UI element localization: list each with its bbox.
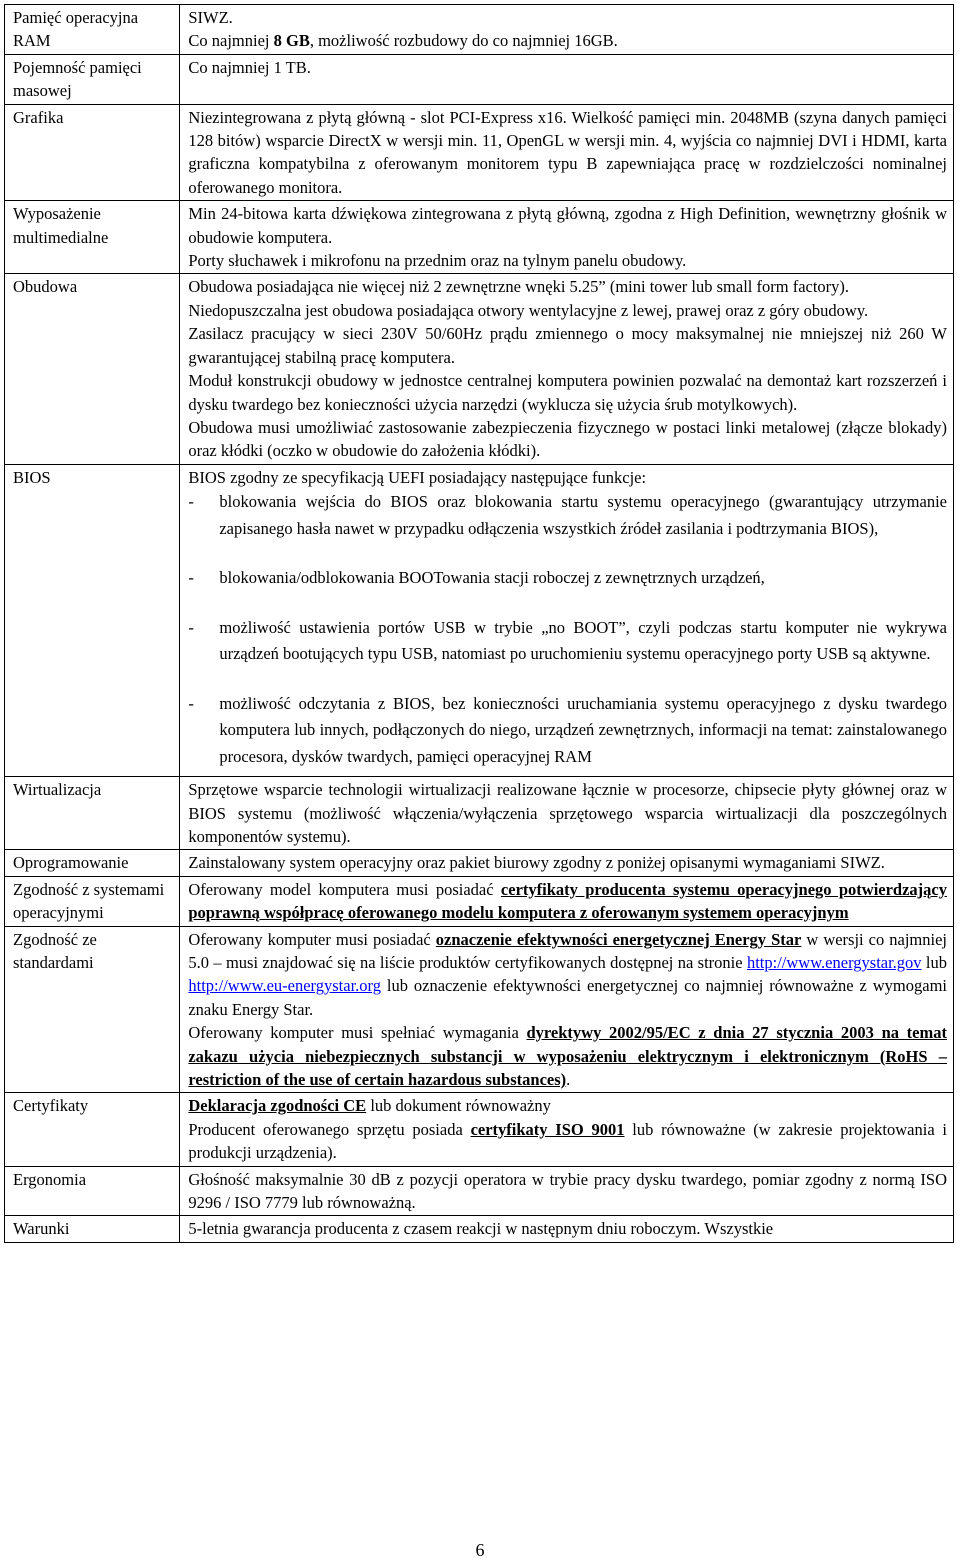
value-ram [180, 5, 954, 55]
value-ergonomics [180, 1166, 954, 1216]
certificates-p2 [188, 1118, 947, 1165]
spec-table [4, 4, 954, 1243]
value-os-compat [180, 876, 954, 926]
case-p1: Obudowa posiadająca nie więcej niż 2 zewnętrzne wnęki 5.25” (mini tower lub small form factory). [188, 277, 850, 297]
certificates-p1 [188, 1094, 947, 1117]
standards-t1: Oferowany komputer musi posiadać [188, 929, 436, 949]
row-bios [5, 464, 954, 776]
case-p2: Niedopuszczalna jest obudowa posiadająca otwory wentylacyjne z lewej, prawej oraz z góry obudowy. [188, 300, 869, 320]
bios-gap [188, 592, 947, 615]
label-standards [5, 926, 180, 1093]
certificates-ce: Deklaracja zgodności CE [188, 1096, 367, 1116]
value-certificates [180, 1093, 954, 1166]
label-bios-text: BIOS [13, 467, 51, 487]
standards-t3: lub [921, 952, 948, 972]
standards-p1 [188, 928, 947, 1022]
ram-pre: SIWZ. [188, 8, 233, 27]
value-terms [180, 1216, 954, 1242]
row-case [5, 274, 954, 464]
bios-dash: - [188, 693, 194, 713]
label-storage [5, 54, 180, 104]
standards-t4: lub oznaczenie efektywności energetycznej co najmniej równoważne z wymogami znaku Energy Star. [188, 976, 947, 1019]
row-ram [5, 5, 954, 55]
energystar-gov-link[interactable]: http://www.energystar.gov [746, 952, 922, 972]
certificates-t2: Producent oferowanego sprzętu posiada [188, 1119, 471, 1139]
row-software [5, 850, 954, 876]
certificates-iso: certyfikaty ISO 9001 [470, 1119, 625, 1139]
case-p5: Obudowa musi umożliwiać zastosowanie zabezpieczenia fizycznego w postaci linki metalowej (złącze blokady) oraz kłódki (oczko w obudowie do założenia kłódki). [188, 417, 947, 461]
value-graphics [180, 104, 954, 201]
label-ram-text: Pamięć operacyjna RAM [13, 8, 139, 51]
label-certificates-text: Certyfikaty [13, 1096, 89, 1116]
bios-gap [188, 542, 947, 565]
label-graphics-text: Grafika [13, 107, 64, 127]
value-software [180, 850, 954, 876]
label-multimedia [5, 201, 180, 274]
standards-t2: w wersji co najmniej 5.0 – musi znajdować się na liście produktów certyfikowanych dostępnej na stronie [188, 929, 948, 972]
bios-item [188, 691, 947, 771]
bios-intro: BIOS zgodny ze specyfikacją UEFI posiadający następujące funkcje: [188, 467, 647, 487]
bios-dash: - [188, 568, 194, 588]
ram-text [188, 29, 947, 52]
label-certificates [5, 1093, 180, 1166]
standards-t5: Oferowany komputer musi spełniać wymagania [188, 1023, 527, 1043]
os-compat-underlined: certyfikaty producenta systemu operacyjnego potwierdzający poprawną współpracę oferowanego modelu komputera z oferowanym systemem operacyjnym [188, 879, 947, 923]
value-case [180, 274, 954, 464]
case-p3: Zasilacz pracujący w sieci 230V 50/60Hz prądu zmiennego o mocy maksymalnej nie mniejszej niż 260 W gwarantującej stabilną pracę komputera. [188, 324, 947, 367]
bios-item-text: blokowania wejścia do BIOS oraz blokowania startu systemu operacyjnego (gwarantujący utrzymanie zapisanego hasła nawet w przypadku odłączenia wszystkich źródeł zasilania i podtrzymania BIOS), [219, 492, 947, 538]
row-storage [5, 54, 954, 104]
ram-t2: , możliwość rozbudowy do co najmniej 16GB. [309, 31, 618, 51]
row-os-compat [5, 876, 954, 926]
label-software-text: Oprogramowanie [13, 853, 129, 873]
value-standards [180, 926, 954, 1093]
bios-item [188, 565, 947, 592]
os-compat-t1: Oferowany model komputera musi posiadać [188, 879, 501, 899]
value-bios [180, 464, 954, 776]
eu-energystar-link[interactable]: http://www.eu-energystar.org [188, 976, 381, 996]
page-number: 6 [475, 1540, 485, 1560]
graphics-text: Niezintegrowana z płytą główną - slot PCI-Express x16. Wielkość pamięci min. 2048MB (szyna danych pamięci 128 bitów) wsparcie DirectX w wersji min. 11, OpenGL w wersji min. 4, wyjścia co najmniej DVI i HDMI, karta graficzna kompatybilna z oferowanym monitorem typu B zapewniająca pracę w rozdzielczości nominalnej oferowanego monitora. [188, 107, 947, 197]
terms-text: 5-letnia gwarancja producenta z czasem reakcji w następnym dniu roboczym. Wszystkie [188, 1219, 774, 1239]
label-ram [5, 5, 180, 55]
label-standards-text: Zgodność ze standardami [13, 929, 97, 972]
label-terms-text: Warunki [13, 1219, 70, 1239]
bios-dash: - [188, 492, 194, 512]
row-multimedia [5, 201, 954, 274]
bios-dash: - [188, 617, 194, 637]
value-virtualization [180, 777, 954, 850]
label-case [5, 274, 180, 464]
value-storage [180, 54, 954, 104]
label-virtualization [5, 777, 180, 850]
label-ergonomics-text: Ergonomia [13, 1169, 87, 1189]
label-storage-text: Pojemność pamięci masowej [13, 57, 142, 101]
row-standards [5, 926, 954, 1093]
bios-item [188, 489, 947, 542]
label-bios [5, 464, 180, 776]
row-graphics [5, 104, 954, 201]
label-terms [5, 1216, 180, 1242]
row-virtualization [5, 777, 954, 850]
value-multimedia [180, 201, 954, 274]
row-certificates [5, 1093, 954, 1166]
virtualization-text: Sprzętowe wsparcie technologii wirtualizacji realizowane łącznie w procesorze, chipsecie płyty głównej oraz w BIOS systemu (możliwość włączenia/wyłączenia sprzętowego wsparcia wirtualizacji dla poszczególnych komponentów systemu). [188, 780, 947, 846]
row-ergonomics [5, 1166, 954, 1216]
row-terms [5, 1216, 954, 1242]
storage-text: Co najmniej 1 TB. [188, 57, 311, 77]
bios-item-text: blokowania/odblokowania BOOTowania stacji roboczej z zewnętrznych urządzeń, [219, 568, 765, 588]
bios-gap [188, 668, 947, 691]
label-multimedia-text: Wyposażenie multimedialne [13, 204, 109, 247]
label-software [5, 850, 180, 876]
bios-item-text: możliwość odczytania z BIOS, bez konieczności uruchamiania systemu operacyjnego z dysku twardego komputera lub innych, podłączonych do niego, urządzeń zewnętrznych, informacji na temat: zainstalowanego procesora, dysków twardych, pamięci operacyjnej RAM [219, 693, 947, 766]
ram-bold: 8 GB [273, 31, 310, 51]
bios-item-text: możliwość ustawienia portów USB w trybie „no BOOT”, czyli podczas startu komputer nie wykrywa urządzeń bootujących typu USB, natomiast po uruchomieniu systemu operacyjnego porty USB są aktywne. [219, 617, 947, 664]
label-case-text: Obudowa [13, 277, 78, 297]
label-os-compat [5, 876, 180, 926]
label-os-compat-text: Zgodność z systemami operacyjnymi [13, 879, 165, 923]
standards-rohs: dyrektywy 2002/95/EC z dnia 27 stycznia 2003 na temat zakazu użycia niebezpiecznych substancji w wyposażeniu elektrycznym i elektronicznym (RoHS – restriction of the use of certain hazardous substances) [188, 1023, 947, 1089]
label-ergonomics [5, 1166, 180, 1216]
ergonomics-text: Głośność maksymalnie 30 dB z pozycji operatora w trybie pracy dysku twardego, pomiar zgodny z normą ISO 9296 / ISO 7779 lub równoważną. [188, 1169, 947, 1213]
case-p4: Moduł konstrukcji obudowy w jednostce centralnej komputera powinien pozwalać na demontaż kart rozszerzeń i dysku twardego bez konieczności użycia narzędzi (wyklucza się użycia śrub motylkowych). [188, 371, 947, 414]
ram-t1: Co najmniej [188, 31, 274, 51]
os-compat-text [188, 878, 947, 925]
software-text: Zainstalowany system operacyjny oraz pakiet biurowy zgodny z poniżej opisanymi wymaganiami SIWZ. [188, 853, 885, 873]
standards-t6: . [566, 1070, 571, 1089]
standards-p2 [188, 1021, 947, 1091]
certificates-t3: lub równoważne (w zakresie projektowania i produkcji urządzenia). [188, 1119, 948, 1163]
multimedia-p1: Min 24-bitowa karta dźwiękowa zintegrowana z płytą główną, zgodna z High Definition, wewnętrzny głośnik w obudowie komputera. [188, 204, 947, 247]
standards-energy-star: oznaczenie efektywności energetycznej Energy Star [435, 929, 802, 949]
certificates-t1: lub dokument równoważny [366, 1096, 551, 1116]
label-virtualization-text: Wirtualizacja [13, 780, 102, 800]
label-graphics [5, 104, 180, 201]
multimedia-p2: Porty słuchawek i mikrofonu na przednim oraz na tylnym panelu obudowy. [188, 251, 687, 271]
bios-item [188, 615, 947, 668]
